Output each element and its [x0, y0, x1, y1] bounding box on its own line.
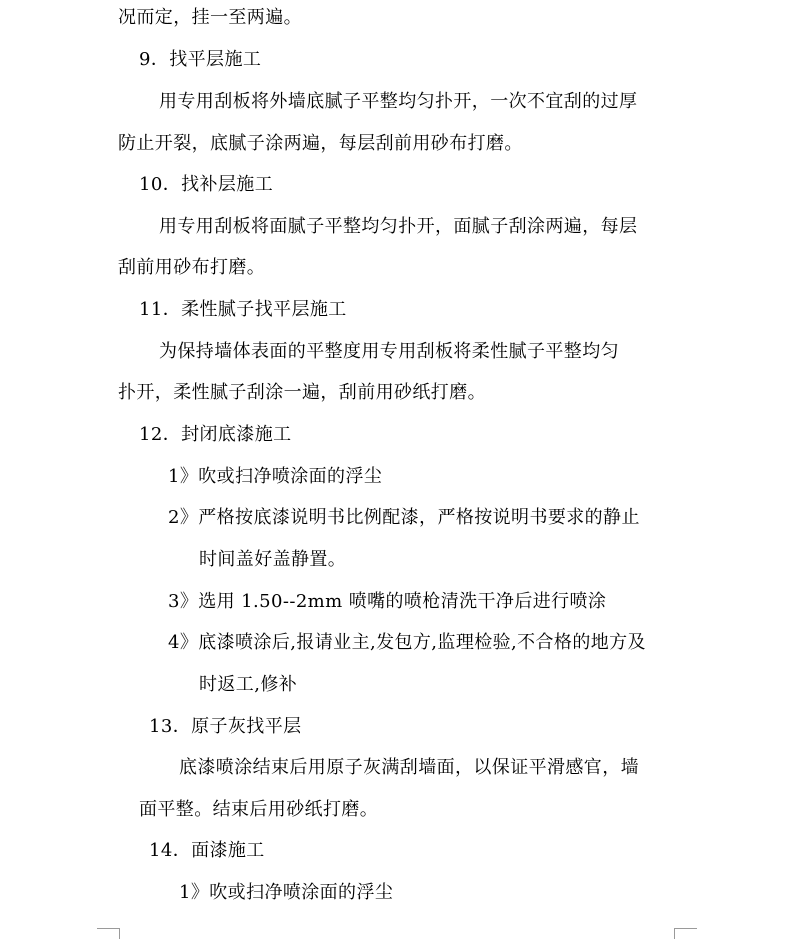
list-item: 2》严格按底漆说明书比例配漆，严格按说明书要求的静止 [168, 507, 640, 528]
list-item: 1》吹或扫净喷涂面的浮尘 [179, 882, 394, 903]
paragraph-line: 底漆喷涂结束后用原子灰满刮墙面，以保证平滑感官，墙 [179, 757, 639, 778]
paragraph-line: 防止开裂，底腻子涂两遍，每层刮前用砂布打磨。 [118, 133, 523, 154]
list-item-continuation: 时返工,修补 [199, 674, 298, 695]
paragraph-line: 扑开，柔性腻子刮涂一遍，刮前用砂纸打磨。 [118, 382, 486, 403]
list-item: 1》吹或扫净喷涂面的浮尘 [168, 466, 383, 487]
section-heading: 13．原子灰找平层 [149, 716, 302, 737]
section-heading: 9．找平层施工 [139, 49, 262, 70]
margin-crop-mark [674, 928, 697, 939]
section-heading: 14．面漆施工 [149, 840, 265, 861]
paragraph-line: 为保持墙体表面的平整度用专用刮板将柔性腻子平整均匀 [159, 341, 619, 362]
paragraph-line: 刮前用砂布打磨。 [118, 257, 266, 278]
list-item: 4》底漆喷涂后,报请业主,发包方,监理检验,不合格的地方及 [168, 632, 646, 653]
text-line: 况而定，挂一至两遍。 [118, 7, 302, 28]
list-item: 3》选用 1.50--2mm 喷嘴的喷枪清洗干净后进行喷涂 [168, 591, 607, 612]
section-heading: 10．找补层施工 [139, 174, 274, 195]
section-heading: 11．柔性腻子找平层施工 [139, 299, 347, 320]
margin-crop-mark [97, 928, 120, 939]
list-item-continuation: 时间盖好盖静置。 [199, 549, 347, 570]
section-heading: 12．封闭底漆施工 [139, 424, 292, 445]
paragraph-line: 面平整。结束后用砂纸打磨。 [139, 799, 379, 820]
paragraph-line: 用专用刮板将面腻子平整均匀扑开，面腻子刮涂两遍，每层 [159, 216, 638, 237]
paragraph-line: 用专用刮板将外墙底腻子平整均匀扑开，一次不宜刮的过厚 [159, 91, 638, 112]
